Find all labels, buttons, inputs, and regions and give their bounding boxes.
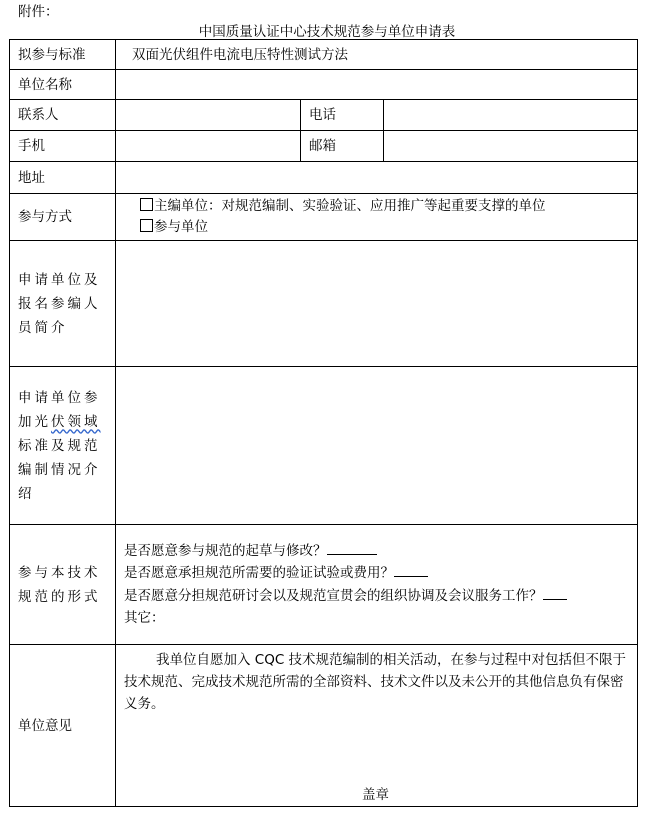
application-form-table <box>9 39 638 807</box>
opinion-label: 单位意见 <box>10 645 116 807</box>
contact-field[interactable] <box>116 100 301 131</box>
unit-name-label: 单位名称 <box>10 70 116 100</box>
standard-label: 拟参与标准 <box>10 40 116 70</box>
checkbox-icon[interactable] <box>140 219 153 232</box>
standard-value: 双面光伏组件电流电压特性测试方法 <box>116 40 638 70</box>
phone-field[interactable] <box>384 100 638 131</box>
question-verification: 是否愿意承担规范所需要的验证试验或费用？ <box>124 562 629 585</box>
option-participant[interactable]: 参与单位 <box>140 217 629 238</box>
row-intro <box>10 241 638 367</box>
row-unit-name <box>10 70 638 100</box>
question-drafting: 是否愿意参与规范的起草与修改？ <box>124 540 629 563</box>
opinion-statement: 我单位自愿加入 CQC 技术规范编制的相关活动，在参与过程中对包括但不限于技术规范、完成技术规范所需的全部资料、技术文件以及未公开的其他信息负有保密义务。 <box>124 652 627 712</box>
address-field[interactable] <box>116 162 638 194</box>
intro-field[interactable] <box>116 241 638 367</box>
participation-label: 参与方式 <box>10 194 116 241</box>
mobile-label: 手机 <box>10 131 116 162</box>
answer-blank[interactable] <box>394 564 428 577</box>
option-chief-editor[interactable]: 主编单位：对规范编制、实验验证、应用推广等起重要支撑的单位 <box>140 196 629 217</box>
question-meeting: 是否愿意分担规范研讨会以及规范宣贯会的组织协调及会议服务工作？ <box>124 585 629 608</box>
row-address <box>10 162 638 194</box>
form-label: 参与本技术 规范的形式 <box>10 525 116 645</box>
unit-name-field[interactable] <box>116 70 638 100</box>
row-contact <box>10 100 638 131</box>
attachment-label: 附件： <box>18 4 59 20</box>
address-label: 地址 <box>10 162 116 194</box>
answer-blank[interactable] <box>543 587 567 600</box>
row-experience <box>10 367 638 525</box>
row-participation <box>10 194 638 241</box>
seal-label: 盖章 <box>362 787 389 803</box>
answer-blank[interactable] <box>327 542 377 555</box>
question-other: 其它： <box>124 610 165 626</box>
row-opinion <box>10 645 638 807</box>
form-title: 中国质量认证中心技术规范参与单位申请表 <box>198 24 456 40</box>
row-mobile <box>10 131 638 162</box>
intro-label: 申请单位及 报名参编人 员简介 <box>10 241 116 367</box>
experience-field[interactable] <box>116 367 638 525</box>
phone-label: 电话 <box>301 100 384 131</box>
spellcheck-underline: 伏领域 <box>51 413 101 430</box>
row-standard <box>10 40 638 70</box>
form-questions <box>116 525 638 645</box>
checkbox-icon[interactable] <box>140 198 153 211</box>
opinion-cell <box>116 645 638 807</box>
email-field[interactable] <box>384 131 638 162</box>
mobile-field[interactable] <box>116 131 301 162</box>
participation-options <box>116 194 638 241</box>
row-form <box>10 525 638 645</box>
experience-label: 申请单位参 加光伏领域 标准及规范 编制情况介 绍 <box>10 367 116 525</box>
contact-label: 联系人 <box>10 100 116 131</box>
email-label: 邮箱 <box>301 131 384 162</box>
